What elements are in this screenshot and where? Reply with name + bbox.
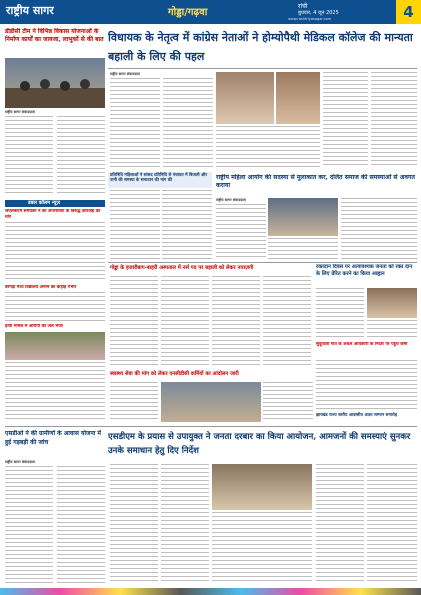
- bottom-left-headline: एसडीओ ने की ग्रामीणों के आवास योजना में हुई गड़बड़ी की जांच: [5, 430, 102, 446]
- mid-headline: राष्ट्रीय महिला आयोग की सदस्या से मुलाकात कर, दलित समाज की समस्याओं से अवगत कराया: [216, 174, 415, 189]
- section-label: डबल कॉलम न्यूज़: [28, 200, 61, 206]
- strike-headline: स्वास्थ्य सेवा की मांग को लेकर एनसीडीसी कर्मियों का आंदोलन जारी: [110, 371, 239, 377]
- janta-darbar-photo: [212, 464, 312, 510]
- article-text: [341, 198, 417, 260]
- article-text: [57, 466, 105, 584]
- left-subhead-1: जेएलकेएम समर्थकों ने की अपराधियों के विरुद्ध कार्रवाई की मांग: [5, 209, 101, 220]
- lead-headline: विधायक के नेतृत्व में कांग्रेस नेताओं ने होम्योपैथी मेडिकल कॉलेज की मान्यता बहाली के लिए की पहल: [108, 31, 413, 63]
- meeting-photo-2: [268, 198, 338, 236]
- group-photo: [5, 332, 105, 360]
- bottom-headline: एसडीएम के प्रयास से उपायुक्त ने जनता दरबार का किया आयोजन, आमजनों की समस्याएं सुनकर उनके समाधान हेतु दिए निर्देश: [108, 432, 411, 456]
- byline: राष्ट्रीय सागर संवाददाता: [216, 198, 246, 202]
- divider: [5, 426, 417, 427]
- masthead-city: रांची: [298, 3, 308, 10]
- meeting-photo-art: [5, 58, 105, 108]
- masthead-logo: राष्ट्रीय सागर: [6, 4, 54, 17]
- section-title: गोड्डा/गढ़वा: [168, 7, 208, 18]
- article-text: [5, 116, 53, 196]
- left-subhead-3: हत्या मामले में आरोपी को जेल भेजा: [5, 324, 63, 329]
- article-text: [5, 362, 105, 420]
- article-text: [5, 292, 105, 322]
- protest-photo: [161, 382, 261, 422]
- divider: [108, 262, 417, 263]
- article-text: [371, 72, 417, 168]
- article-text: [216, 204, 266, 260]
- byline: राष्ट्रीय सागर संवाददाता: [5, 110, 35, 114]
- blood-donation-photo: [367, 288, 417, 318]
- article-text: [110, 190, 160, 260]
- delegation-photo: [216, 72, 274, 124]
- meeting-photo: [5, 58, 105, 108]
- byline: राष्ट्रीय सागर संवाददाता: [110, 72, 140, 76]
- article-text: [162, 190, 212, 260]
- article-text: [216, 126, 320, 168]
- article-text: [110, 382, 158, 422]
- article-text: [263, 382, 313, 422]
- color-registration-strip: [0, 588, 421, 595]
- top-left-headline: डीडीसी टीम ने विभिन्न विकास योजनाओं के निर्माण कार्यों का जायजा, लाभुकों से की बात: [5, 28, 104, 43]
- masthead-website: www.rashtriyasagar.com: [288, 17, 332, 21]
- article-text: [316, 288, 364, 338]
- article-text: [161, 276, 209, 366]
- article-text: [212, 512, 312, 584]
- masthead-bar: [0, 0, 421, 24]
- memorandum-photo: [276, 72, 320, 124]
- page-number: 4: [396, 0, 421, 24]
- article-text: [163, 78, 213, 168]
- middle-box-headline: प्रतिनिधि महिलाओं ने सांसद प्रतिनिधि से पंचायत में बिजली और पानी की समस्या के समाधान की मांग की: [110, 172, 208, 183]
- divider: [108, 68, 417, 69]
- article-text: [316, 464, 364, 584]
- right-headline: रक्तदान दिवस पर अत्यावश्यक जनता को रक्त दान के लिए प्रेरित करने का किया आह्वान: [316, 264, 413, 277]
- article-text: [5, 222, 105, 282]
- article-text: [367, 320, 417, 338]
- right-subhead: झारखंड राज्य स्तरीय आवासीय आशा सम्मान समारोह: [316, 412, 397, 417]
- article-text: [268, 238, 338, 260]
- left-subhead-2: बरगड़ा मध्य विद्यालय अनाम की बाहाह गंभीर: [5, 285, 77, 290]
- article-text: [110, 464, 158, 584]
- hospital-headline: गोड्डा के हजारीबाग-बाहरी अस्पताल में नर्स पद पर बहाली को लेकर नाराज़गी: [110, 265, 254, 271]
- article-text: [5, 466, 53, 584]
- article-text: [161, 464, 209, 584]
- article-text: [212, 276, 260, 366]
- byline: राष्ट्रीय सागर संवाददाता: [5, 460, 35, 464]
- article-text: [110, 78, 160, 168]
- article-text: [57, 116, 105, 196]
- article-text: [316, 360, 417, 410]
- masthead-date: बुधवार, 4 जून 2025: [298, 10, 339, 16]
- article-text: [367, 464, 417, 584]
- article-text: [110, 276, 158, 366]
- village-headline: सुदूरवर्ती गांव के अंचल अधिकारी के निर्देश पर पहुंचे कर्मी: [316, 342, 408, 347]
- article-text: [263, 276, 311, 366]
- article-text: [323, 72, 368, 168]
